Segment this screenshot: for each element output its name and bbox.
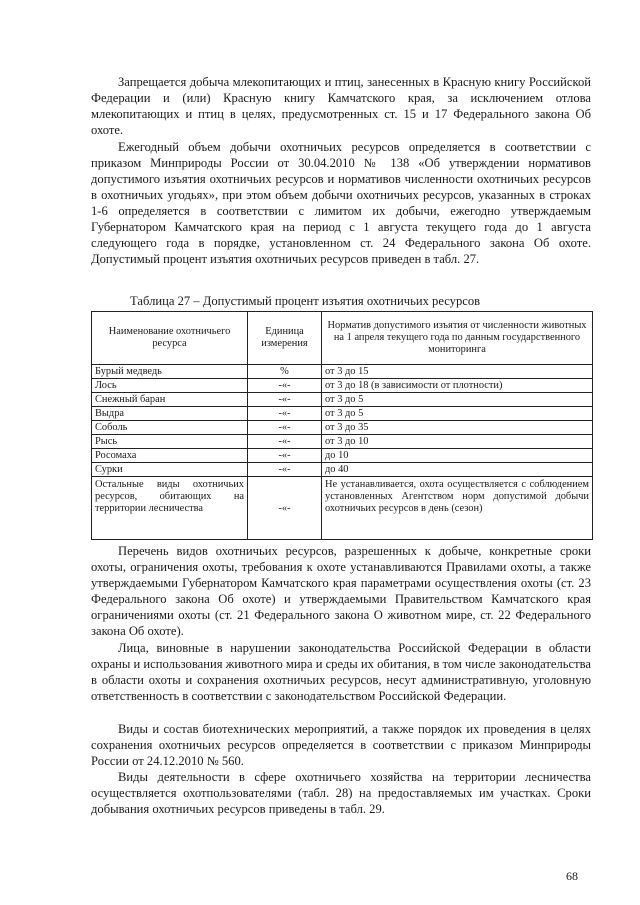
table-row — [92, 435, 593, 449]
table-row — [92, 463, 593, 477]
table-caption: Таблица 27 – Допустимый процент изъятия охотничьих ресурсов — [130, 294, 481, 308]
cell-resource: Выдра — [92, 407, 248, 421]
page-number: 68 — [566, 869, 578, 883]
cell-unit: -«- — [248, 393, 322, 407]
cell-unit: -«- — [248, 421, 322, 435]
cell-norm: от 3 до 5 — [322, 407, 593, 421]
paragraph-red-book: Запрещается добыча млекопитающих и птиц, занесенных в Красную книгу Российской Федерации и (или) Красную книгу Камчатского края, за исключением отлова млекопитающих и птиц в целях, предусмотренных ст. 15 и 17 Федерального закона Об охоте. — [91, 75, 591, 137]
cell-unit: -«- — [248, 379, 322, 393]
paragraph-hunting-rules: Перечень видов охотничьих ресурсов, разрешенных к добыче, конкретные сроки охоты, ограничения охоты, требования к охоте устанавливаются Правилами охоты, а также утверждаемыми Губернатором Камчатского края параметрами осуществления охоты (ст. 23 Федерального закона Об охоте) и утверждаемыми Правительством Камчатского края ограничениями охоты (ст. 21 Федерального закона О животном мире, ст. 22 Федерального закона Об охоте). — [91, 544, 591, 638]
cell-resource: Рысь — [92, 435, 248, 449]
header-unit: Единица измерения — [248, 312, 322, 365]
table-row — [92, 407, 593, 421]
cell-unit: -«- — [248, 477, 322, 540]
cell-unit: -«- — [248, 449, 322, 463]
cell-resource: Бурый медведь — [92, 365, 248, 379]
cell-norm: до 40 — [322, 463, 593, 477]
cell-resource: Росомаха — [92, 449, 248, 463]
cell-resource: Лось — [92, 379, 248, 393]
table-row — [92, 449, 593, 463]
table-header-row — [92, 312, 593, 365]
cell-unit: % — [248, 365, 322, 379]
harvest-norms-table — [91, 311, 593, 540]
cell-norm: от 3 до 18 (в зависимости от плотности) — [322, 379, 593, 393]
table-row — [92, 365, 593, 379]
cell-resource: Соболь — [92, 421, 248, 435]
cell-norm: от 3 до 5 — [322, 393, 593, 407]
cell-unit: -«- — [248, 407, 322, 421]
paragraph-activities: Виды деятельности в сфере охотничьего хозяйства на территории лесничества осуществляется охотпользователями (табл. 28) на предоставляемых им участках. Сроки добывания охотничьих ресурсов приведены в табл. 29. — [91, 770, 591, 816]
cell-resource: Сурки — [92, 463, 248, 477]
cell-norm: от 3 до 35 — [322, 421, 593, 435]
paragraph-liability: Лица, виновные в нарушении законодательства Российской Федерации в области охраны и использования животного мира и среды их обитания, в том числе законодательства в области охоты и сохранения охотничьих ресурсов, несут административную, уголовную ответственность в соответствии с законодательством Российской Федерации. — [91, 641, 591, 703]
cell-norm: от 3 до 10 — [322, 435, 593, 449]
cell-resource: Остальные виды охотничьих ресурсов, обитающих на территории лесничества — [92, 477, 248, 540]
cell-unit: -«- — [248, 435, 322, 449]
cell-norm: от 3 до 15 — [322, 365, 593, 379]
cell-unit: -«- — [248, 463, 322, 477]
header-resource-name: Наименование охотничьего ресурса — [92, 312, 248, 365]
table-row — [92, 477, 593, 540]
cell-norm: Не устанавливается, охота осуществляется с соблюдением установленных Агентством норм допустимой добычи охотничьих ресурсов в день (сезон) — [322, 477, 593, 540]
cell-resource: Снежный баран — [92, 393, 248, 407]
header-norm: Норматив допустимого изъятия от численности животных на 1 апреля текущего года по данным государственного мониторинга — [322, 312, 593, 365]
cell-norm: до 10 — [322, 449, 593, 463]
paragraph-annual-volume: Ежегодный объем добычи охотничьих ресурсов определяется в соответствии с приказом Минприроды России от 30.04.2010 № 138 «Об утверждении нормативов допустимого изъятия охотничьих ресурсов и нормативов численности охотничьих ресурсов в охотничьих угодьях», при этом объем добычи охотничьих ресурсов, указанных в строках 1-6 определяется в соответствии с лимитом их добычи, ежегодно утверждаемым Губернатором Камчатского края на период с 1 августа текущего года до 1 августа следующего года в порядке, установленном ст. 24 Федерального закона Об охоте. Допустимый процент изъятия охотничьих ресурсов приведен в табл. 27. — [91, 140, 591, 266]
table-row — [92, 421, 593, 435]
table-row — [92, 379, 593, 393]
table-row — [92, 393, 593, 407]
paragraph-biotechnical: Виды и состав биотехнических мероприятий, а также порядок их проведения в целях сохранения охотничьих ресурсов определяется в соответствии с приказом Минприроды России от 24.12.2010 № 560. — [91, 722, 591, 768]
